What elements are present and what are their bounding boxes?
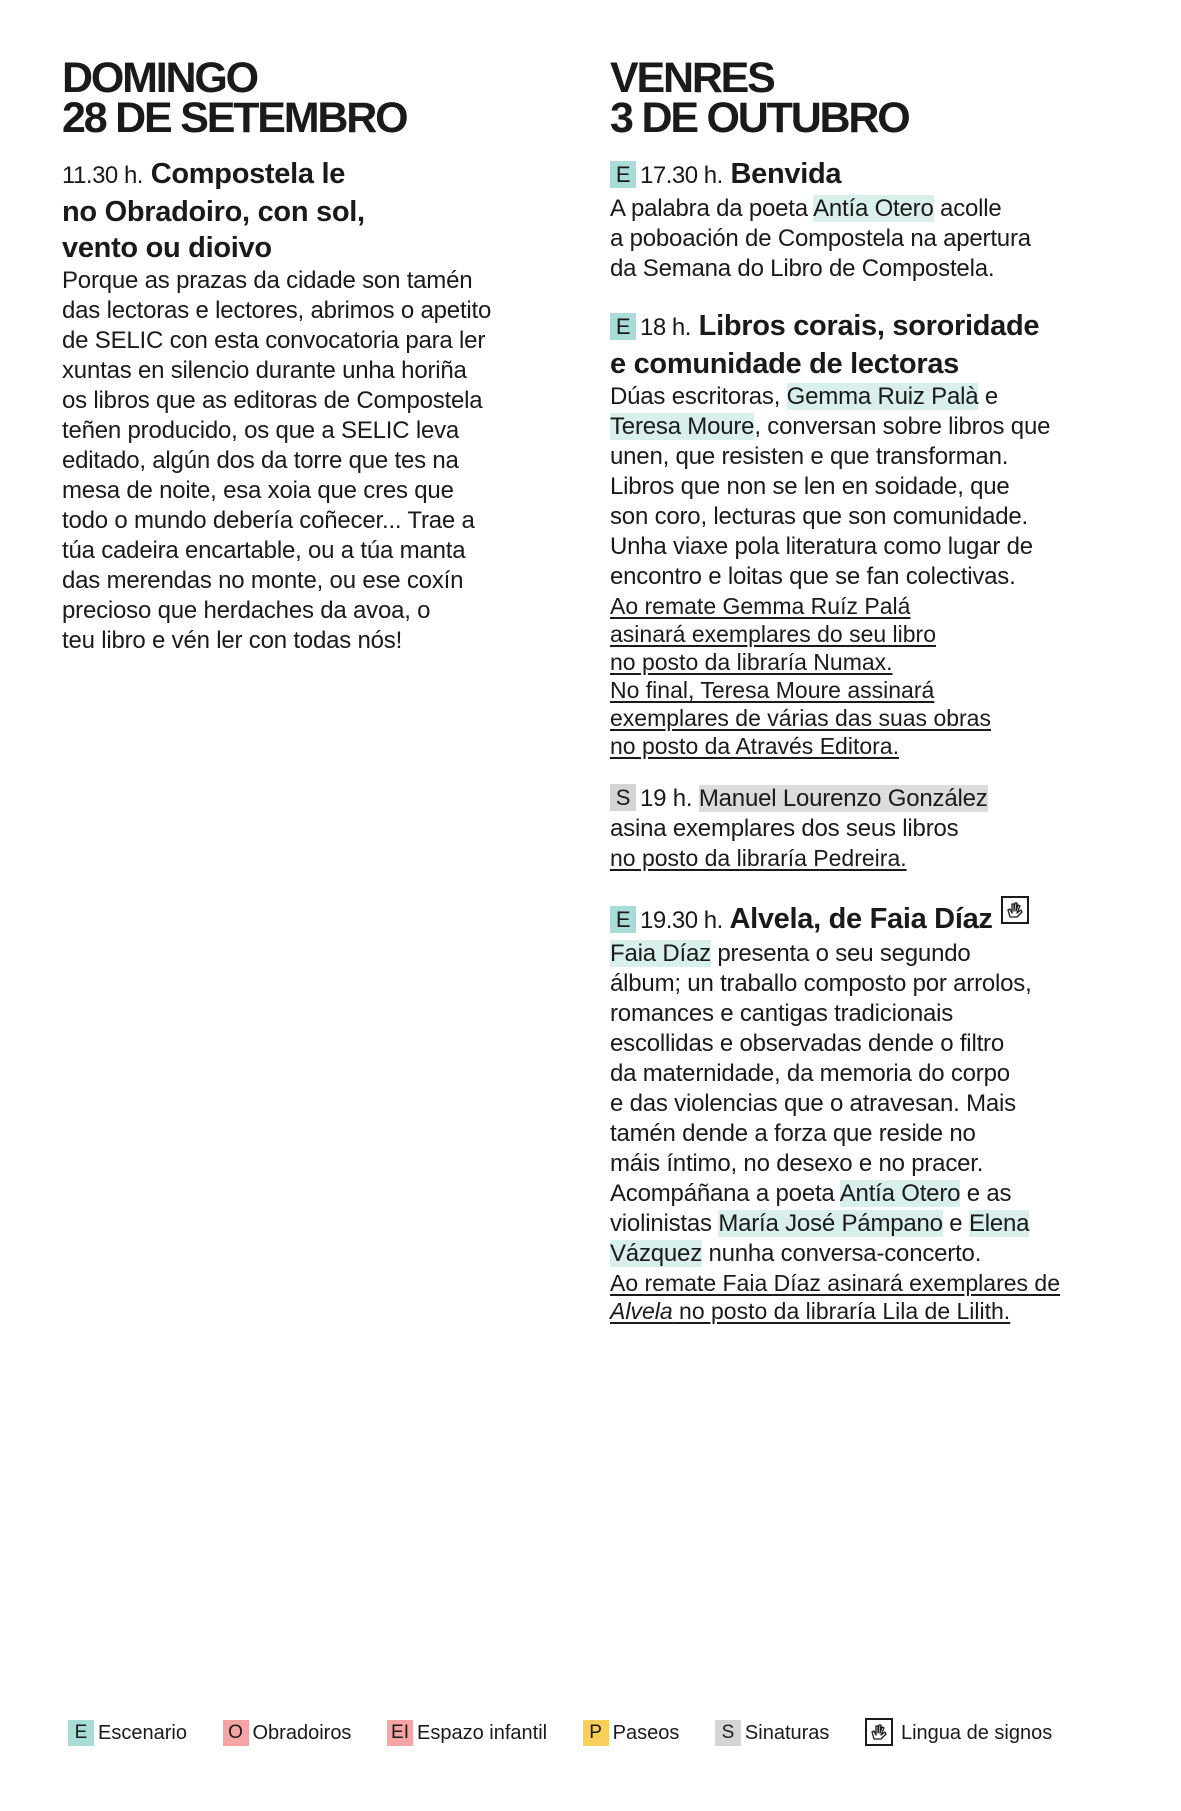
signing-note: no posto da libraría Pedreira.: [610, 845, 907, 871]
event-benvida: [610, 156, 1120, 284]
sign-language-icon: [865, 1718, 893, 1746]
stage-badge: E: [610, 161, 636, 188]
person-highlight: Teresa Moure: [610, 413, 755, 440]
event-time: 19 h.: [640, 785, 693, 812]
event-time: 11.30 h.: [62, 162, 143, 189]
person-highlight: Vázquez: [610, 1240, 702, 1267]
signing-note: Ao remate Gemma Ruíz Palá asinará exemplares do seu libro no posto da libraría Numax. No final, Teresa Moure assinará exemplares de várias das suas obras no posto da Através Editora.: [610, 593, 991, 759]
person-highlight: Elena: [968, 1210, 1030, 1237]
person-highlight: Faia Díaz: [610, 940, 711, 967]
day-heading-sunday: DOMINGO 28 DE SETEMBRO: [62, 54, 407, 142]
legend: [68, 1718, 1052, 1747]
signing-badge: S: [610, 784, 636, 811]
stage-badge: E: [610, 313, 636, 340]
legend-item-escenario: E Escenario: [68, 1719, 187, 1747]
event-title: E 18 h. Libros corais, sororidade e comunidade de lectoras: [610, 310, 1040, 380]
legend-item-obradoiros: O Obradoiros: [223, 1719, 352, 1747]
event-libros-corais: [610, 308, 1120, 760]
column-sunday: [62, 54, 552, 680]
person-highlight: Gemma Ruiz Palà: [786, 383, 979, 410]
day-heading-friday: VENRES 3 DE OUTUBRO: [610, 54, 909, 142]
legend-item-espazo-infantil: EI Espazo infantil: [387, 1719, 547, 1747]
event-alvela: [610, 896, 1120, 1325]
person-highlight: Antía Otero: [839, 1180, 961, 1207]
person-highlight: Manuel Lourenzo González: [698, 785, 988, 812]
legend-item-lingua-de-signos: Lingua de signos: [865, 1718, 1052, 1747]
event-compostela-le: [62, 156, 552, 656]
stage-badge: E: [610, 906, 636, 933]
column-friday: [610, 54, 1120, 1349]
legend-item-sinaturas: S Sinaturas: [715, 1719, 830, 1747]
event-title: 11.30 h. Compostela le no Obradoiro, con sol, vento ou dioivo: [62, 158, 365, 264]
event-description: A palabra da poeta Antía Otero acolle a poboación de Compostela na apertura da Semana do Libro de Compostela.: [610, 195, 1031, 282]
event-time: 18 h.: [640, 314, 691, 341]
event-time: 17.30 h.: [640, 162, 723, 189]
event-time: 19.30 h.: [640, 907, 723, 934]
legend-item-paseos: P Paseos: [583, 1719, 680, 1747]
person-highlight: María José Pámpano: [718, 1210, 943, 1237]
event-description: Dúas escritoras, Gemma Ruiz Palà e Teresa Moure, conversan sobre libros que unen, que resisten e que transforman. Libros que non se len en soidade, que son coro, lecturas que son comunidade. Unha viaxe pola literatura como lugar de encontro e loitas que se fan colectivas.: [610, 383, 1051, 590]
sign-language-icon: [1001, 896, 1029, 924]
event-title: E 17.30 h. Benvida: [610, 156, 1120, 194]
event-description: Porque as prazas da cidade son tamén das lectoras e lectores, abrimos o apetito de SELIC con esta convocatoria para ler xuntas en silencio durante unha horiña os libros que as editoras de Compostela teñen producido, os que a SELIC leva editado, algún dos da torre que tes na mesa de noite, esa xoia que cres que todo o mundo debería coñecer... Trae a túa cadeira encartable, ou a túa manta das merendas no monte, ou ese coxín precioso que herdaches da avoa, o teu libro e vén ler con todas nós!: [62, 267, 492, 654]
event-description: Faia Díaz presenta o seu segundo álbum; un traballo composto por arrolos, romances e cantigas tradicionais escollidas e observadas dende o filtro da maternidade, da memoria do corpo e das violencias que o atravesan. Mais tamén dende a forza que reside no máis íntimo, no desexo e no pracer. Acompáñana a poeta Antía Otero e as violinistas María José Pámpano e Elena Vázquez nunha conversa-concerto.: [610, 940, 1032, 1267]
person-highlight: Antía Otero: [813, 195, 934, 222]
signing-note: Ao remate Faia Díaz asinará exemplares de Alvela no posto da libraría Lila de Lilith.: [610, 1270, 1060, 1324]
event-description: S 19 h. Manuel Lourenzo González asina exemplares dos seus libros: [610, 785, 988, 842]
event-title: E 19.30 h. Alvela, de Faia Díaz: [610, 896, 1120, 939]
event-signing-lourenzo: [610, 784, 1120, 872]
